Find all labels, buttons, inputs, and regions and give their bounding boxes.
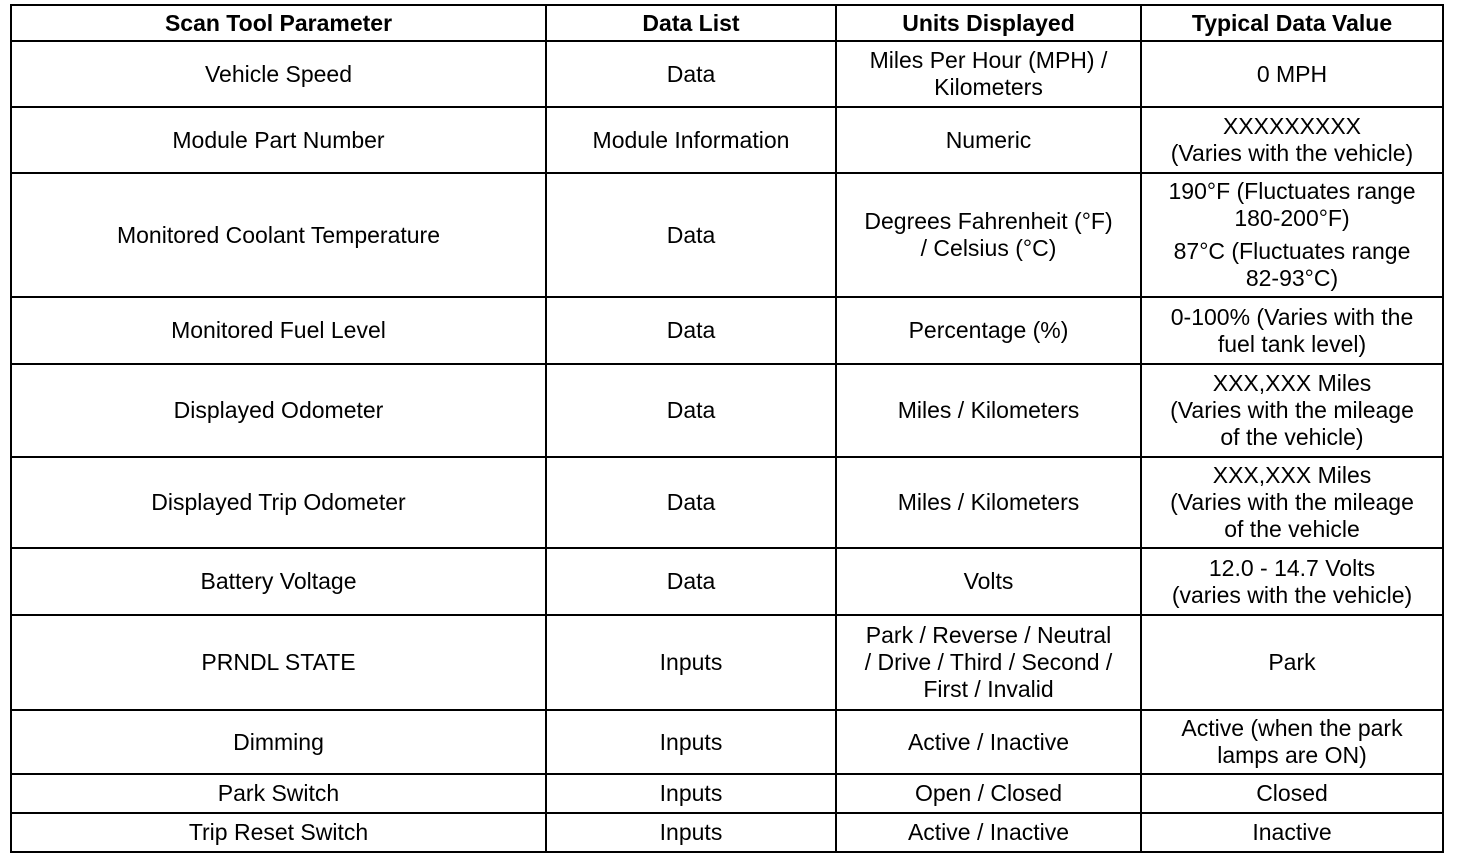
cell-data-list: Data (546, 457, 836, 548)
units-line: Active / Inactive (907, 819, 1070, 845)
units-line: / Celsius (°C) (920, 235, 1057, 261)
cell-data-list: Data (546, 173, 836, 297)
header-scan-tool-parameter: Scan Tool Parameter (11, 5, 546, 41)
cell-units-displayed (836, 457, 1141, 548)
cell-units-displayed (836, 813, 1141, 852)
typical-value-paragraph (1150, 715, 1434, 769)
typical-value-paragraph (1150, 555, 1434, 609)
cell-scan-tool-parameter: Module Part Number (11, 107, 546, 173)
typical-value-paragraph (1150, 304, 1434, 358)
typical-value-line: Active (when the park (1181, 715, 1403, 741)
units-line: Miles / Kilometers (897, 489, 1080, 515)
typical-value-line: 0 MPH (1256, 60, 1328, 87)
cell-data-list: Data (546, 364, 836, 457)
typical-value-line: 87°C (Fluctuates range (1173, 238, 1411, 264)
cell-typical-data-value (1141, 813, 1443, 852)
table-row (11, 107, 1443, 173)
table-row (11, 813, 1443, 852)
table-body (11, 41, 1443, 852)
cell-scan-tool-parameter: Vehicle Speed (11, 41, 546, 107)
typical-value-line: 190°F (Fluctuates range (1168, 178, 1416, 204)
cell-data-list: Data (546, 548, 836, 615)
typical-value-line: XXXXXXXXX (1222, 113, 1362, 139)
cell-scan-tool-parameter: Park Switch (11, 774, 546, 813)
typical-value-line: (Varies with the vehicle) (1170, 140, 1414, 166)
typical-value-paragraph (1150, 819, 1434, 846)
cell-typical-data-value (1141, 457, 1443, 548)
units-line: Kilometers (934, 74, 1043, 100)
units-line: Active / Inactive (907, 728, 1070, 755)
units-line: / Drive / Third / Second / (864, 649, 1113, 675)
cell-scan-tool-parameter: PRNDL STATE (11, 615, 546, 710)
units-line: First / Invalid (923, 676, 1054, 702)
typical-value-paragraph (1150, 370, 1434, 451)
cell-units-displayed (836, 615, 1141, 710)
table-row (11, 615, 1443, 710)
typical-value-line: 0-100% (Varies with the (1170, 303, 1414, 330)
table-row (11, 297, 1443, 364)
cell-data-list: Data (546, 297, 836, 364)
cell-scan-tool-parameter: Monitored Fuel Level (11, 297, 546, 364)
units-line: Park / Reverse / Neutral (865, 622, 1112, 648)
cell-units-displayed (836, 774, 1141, 813)
cell-scan-tool-parameter: Displayed Odometer (11, 364, 546, 457)
typical-value-line: of the vehicle) (1220, 424, 1364, 450)
typical-value-line: XXX,XXX Miles (1212, 462, 1372, 488)
typical-value-line: of the vehicle (1224, 516, 1360, 542)
typical-value-paragraph (1150, 462, 1434, 543)
typical-value-paragraph (1150, 238, 1434, 292)
typical-value-line: fuel tank level) (1217, 330, 1367, 357)
table-row (11, 710, 1443, 774)
typical-value-line: 180-200°F) (1234, 205, 1350, 231)
cell-typical-data-value (1141, 548, 1443, 615)
typical-value-line: XXX,XXX Miles (1212, 370, 1372, 396)
cell-typical-data-value (1141, 615, 1443, 710)
cell-typical-data-value (1141, 364, 1443, 457)
typical-value-paragraph (1150, 113, 1434, 167)
cell-typical-data-value (1141, 107, 1443, 173)
typical-value-line: (Varies with the mileage (1170, 397, 1414, 423)
header-typical-data-value: Typical Data Value (1141, 5, 1443, 41)
cell-data-list: Inputs (546, 615, 836, 710)
cell-scan-tool-parameter: Trip Reset Switch (11, 813, 546, 852)
typical-value-line: lamps are ON) (1217, 742, 1367, 768)
units-line: Volts (963, 568, 1014, 594)
table-row (11, 774, 1443, 813)
typical-value-paragraph (1150, 780, 1434, 807)
cell-data-list: Inputs (546, 774, 836, 813)
units-line: Numeric (945, 126, 1032, 153)
cell-units-displayed (836, 710, 1141, 774)
typical-value-line: Closed (1256, 780, 1328, 806)
cell-units-displayed (836, 297, 1141, 364)
units-line: Percentage (%) (908, 317, 1069, 343)
cell-units-displayed (836, 41, 1141, 107)
units-line: Miles Per Hour (MPH) / (869, 47, 1108, 73)
header-units-displayed: Units Displayed (836, 5, 1141, 41)
cell-typical-data-value (1141, 173, 1443, 297)
cell-typical-data-value (1141, 41, 1443, 107)
cell-data-list: Module Information (546, 107, 836, 173)
typical-value-paragraph (1150, 178, 1434, 232)
cell-data-list: Inputs (546, 710, 836, 774)
cell-units-displayed (836, 548, 1141, 615)
cell-typical-data-value (1141, 297, 1443, 364)
typical-value-line: (Varies with the mileage (1170, 489, 1414, 515)
table-row (11, 457, 1443, 548)
typical-value-paragraph (1150, 649, 1434, 676)
typical-value-line: 82-93°C) (1245, 265, 1339, 291)
table-row (11, 364, 1443, 457)
typical-value-line: (varies with the vehicle) (1171, 581, 1413, 608)
cell-scan-tool-parameter: Battery Voltage (11, 548, 546, 615)
typical-value-paragraph (1150, 61, 1434, 88)
table-row (11, 173, 1443, 297)
header-data-list: Data List (546, 5, 836, 41)
cell-typical-data-value (1141, 710, 1443, 774)
cell-scan-tool-parameter: Displayed Trip Odometer (11, 457, 546, 548)
cell-scan-tool-parameter: Dimming (11, 710, 546, 774)
units-line: Miles / Kilometers (897, 397, 1080, 423)
table-row (11, 548, 1443, 615)
units-line: Degrees Fahrenheit (°F) (864, 208, 1113, 234)
cell-data-list: Data (546, 41, 836, 107)
header-row (11, 5, 1443, 41)
cell-units-displayed (836, 107, 1141, 173)
typical-value-line: Inactive (1252, 819, 1332, 845)
units-line: Open / Closed (914, 780, 1063, 806)
typical-value-line: 12.0 - 14.7 Volts (1208, 554, 1376, 581)
cell-data-list: Inputs (546, 813, 836, 852)
cell-units-displayed (836, 364, 1141, 457)
cell-scan-tool-parameter: Monitored Coolant Temperature (11, 173, 546, 297)
typical-value-line: Park (1268, 649, 1316, 675)
cell-units-displayed (836, 173, 1141, 297)
scan-tool-data-table (10, 4, 1444, 853)
cell-typical-data-value (1141, 774, 1443, 813)
table-row (11, 41, 1443, 107)
